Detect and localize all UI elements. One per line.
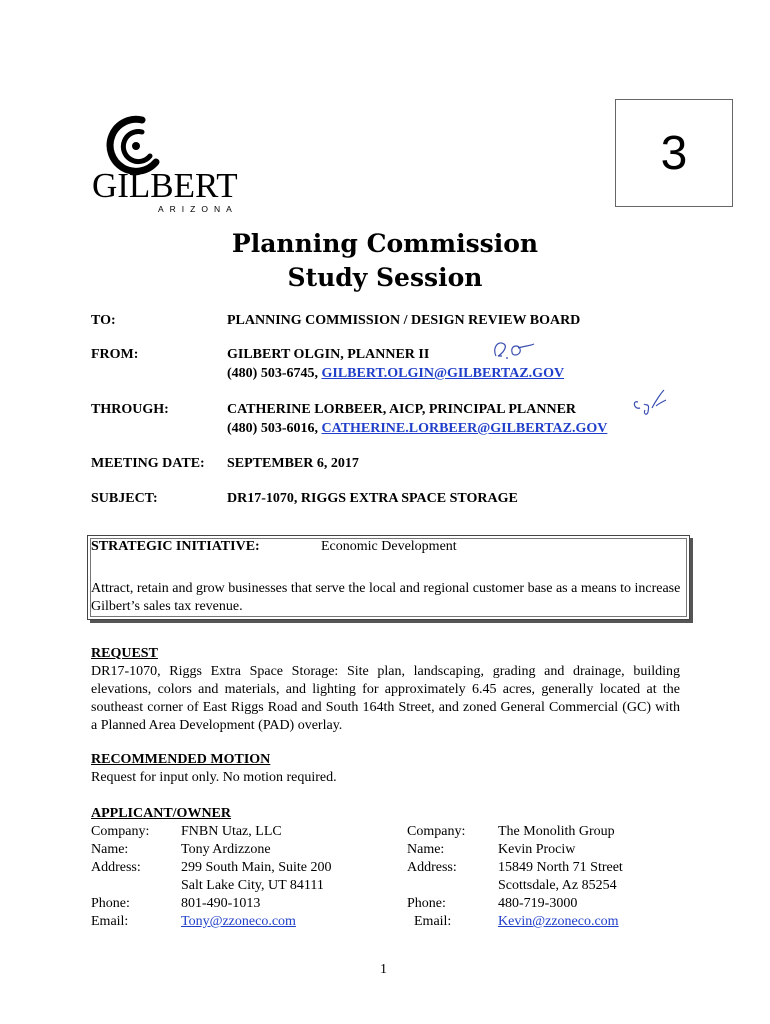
logo-wordmark: GILBERT — [92, 166, 238, 205]
right-address2: Scottsdale, Az 85254 — [498, 878, 617, 893]
right-name: Kevin Prociw — [498, 842, 576, 857]
agenda-number: 3 — [660, 126, 688, 180]
left-name: Tony Ardizzone — [181, 842, 271, 857]
strategic-initiative-text: Attract, retain and grow businesses that serve the local and regional customer base as a means to increase Gilbert’s sales tax revenue. — [91, 581, 681, 614]
applicant-heading: APPLICANT/OWNER — [91, 806, 232, 821]
left-address1: 299 South Main, Suite 200 — [181, 860, 332, 875]
left-name-label: Name: — [91, 842, 129, 857]
right-address-label: Address: — [407, 860, 457, 875]
left-phone-label: Phone: — [91, 896, 130, 911]
right-company-label: Company: — [407, 824, 466, 839]
from-contact — [227, 366, 564, 382]
through-name: CATHERINE LORBEER, AICP, PRINCIPAL PLANNER — [227, 402, 577, 417]
right-email-label: Email: — [414, 914, 452, 929]
through-contact — [227, 421, 607, 437]
from-label: FROM: — [91, 347, 139, 362]
logo-subtitle: ARIZONA — [158, 204, 238, 214]
left-address2: Salt Lake City, UT 84111 — [181, 878, 324, 893]
subject-label: SUBJECT: — [91, 491, 158, 506]
left-email-label: Email: — [91, 914, 129, 929]
request-text: DR17-1070, Riggs Extra Space Storage: Site plan, landscaping, grading and drainage, building elevations, colors and materials, and lighting for approximately 6.45 acres, generally located at the southeast corner of East Riggs Road and South 164th Street, and zoned General Commercial (GC) with a Planned Area Development (PAD) overlay. — [91, 664, 680, 733]
left-address-label: Address: — [91, 860, 141, 875]
title-line2: Study Session — [287, 263, 483, 292]
strategic-initiative-label: STRATEGIC INITIATIVE: — [91, 539, 260, 554]
meeting-date-label: MEETING DATE: — [91, 456, 205, 471]
through-phone: (480) 503-6016, — [227, 421, 322, 436]
right-phone: 480-719-3000 — [498, 896, 578, 911]
initials-signature-cl-icon — [628, 388, 668, 418]
right-company: The Monolith Group — [498, 824, 615, 839]
from-email-link[interactable]: GILBERT.OLGIN@GILBERTAZ.GOV — [321, 366, 565, 381]
from-phone: (480) 503-6745, — [227, 366, 322, 381]
strategic-initiative-value: Economic Development — [321, 539, 457, 554]
right-name-label: Name: — [407, 842, 445, 857]
left-company: FNBN Utaz, LLC — [181, 824, 282, 839]
left-email-link[interactable]: Tony@zzoneco.com — [181, 914, 296, 929]
to-label: TO: — [91, 313, 116, 328]
motion-text: Request for input only. No motion required. — [91, 770, 337, 785]
request-heading: REQUEST — [91, 646, 158, 661]
left-phone: 801-490-1013 — [181, 896, 261, 911]
to-value: PLANNING COMMISSION / DESIGN REVIEW BOARD — [227, 313, 581, 328]
left-company-label: Company: — [91, 824, 150, 839]
title-line1: Planning Commission — [231, 229, 539, 258]
initials-signature-go-icon — [488, 338, 536, 364]
motion-heading: RECOMMENDED MOTION — [91, 752, 271, 767]
right-address1: 15849 North 71 Street — [498, 860, 623, 875]
agenda-number-box — [615, 99, 733, 207]
right-email-link[interactable]: Kevin@zzoneco.com — [498, 914, 619, 929]
through-email-link[interactable]: CATHERINE.LORBEER@GILBERTAZ.GOV — [321, 421, 608, 436]
subject-value: DR17-1070, RIGGS EXTRA SPACE STORAGE — [227, 491, 518, 506]
meeting-date-value: SEPTEMBER 6, 2017 — [227, 456, 359, 471]
through-label: THROUGH: — [91, 402, 169, 417]
page-number: 1 — [380, 962, 387, 977]
from-name: GILBERT OLGIN, PLANNER II — [227, 347, 430, 362]
right-phone-label: Phone: — [407, 896, 446, 911]
